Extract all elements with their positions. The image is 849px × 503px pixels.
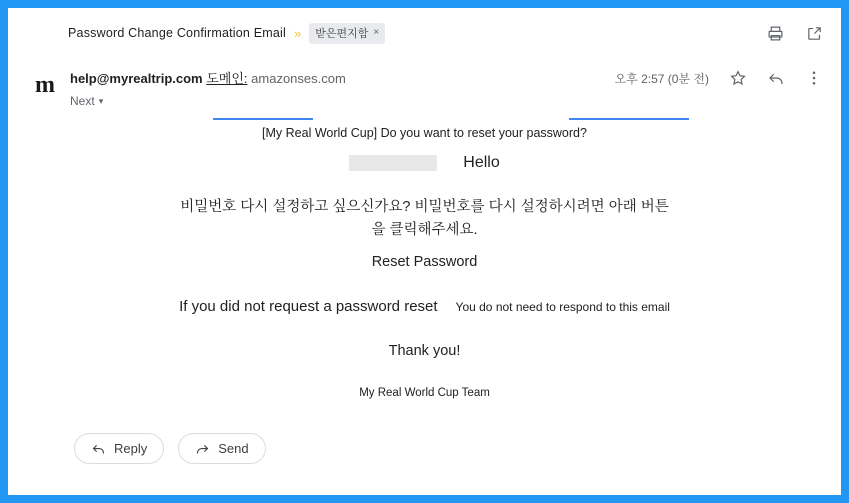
action-buttons [26, 433, 823, 464]
chevron-down-icon[interactable]: ▾ [98, 95, 104, 106]
avatar-letter: m [35, 71, 55, 98]
body-subject-line: [My Real World Cup] Do you want to reset your password? [262, 126, 587, 140]
redacted-field [349, 155, 437, 171]
send-button[interactable] [178, 433, 265, 464]
email-toolbar [8, 8, 841, 58]
open-in-new-icon[interactable] [806, 25, 823, 42]
star-icon[interactable] [729, 69, 747, 87]
sender-domain-value: amazonses.com [251, 71, 346, 86]
greeting-text: Hello [463, 154, 500, 171]
sender-email: help@myrealtrip.com [70, 71, 203, 86]
thanks-text: Thank you! [388, 343, 461, 360]
message-body [8, 114, 841, 464]
reply-button-label: Reply [114, 441, 148, 457]
avatar [26, 66, 64, 104]
forward-arrow-icon [195, 441, 210, 456]
greeting-row [26, 154, 823, 172]
reply-arrow-icon[interactable] [767, 69, 785, 87]
notice-sub-text: You do not need to respond to this email [455, 300, 670, 315]
reply-arrow-icon [91, 441, 106, 456]
label-chip-text: 받은편지함 [315, 27, 369, 40]
sender-address-line [70, 68, 346, 87]
expand-marker-icon[interactable]: » [294, 25, 302, 41]
notice-row [26, 298, 823, 315]
decorative-rules [26, 114, 823, 124]
more-vertical-icon[interactable] [805, 69, 823, 87]
team-signature: My Real World Cup Team [359, 387, 490, 400]
recipient-row[interactable] [70, 94, 346, 108]
message-timestamp: 오후 2:57 (0분 전) [614, 71, 709, 86]
label-chip-close-icon[interactable]: × [373, 27, 380, 38]
label-chip-inbox[interactable] [309, 23, 385, 44]
email-window [8, 8, 841, 495]
sender-info [70, 64, 346, 108]
email-subject: Password Change Confirmation Email [68, 26, 287, 40]
send-button-label: Send [218, 441, 249, 457]
toolbar-actions [767, 25, 823, 42]
reply-button[interactable] [74, 433, 164, 464]
korean-body-text: 비밀번호 다시 설정하고 싶으신가요? 비밀번호를 다시 설정하시려면 아래 버튼을 클릭해주세요. [180, 199, 669, 239]
subject-row [68, 23, 385, 44]
message-actions [615, 64, 823, 87]
reset-password-link[interactable]: Reset Password [371, 254, 478, 271]
recipient-label: Next [70, 94, 95, 108]
notice-main-text: If you did not request a password reset [179, 298, 438, 316]
rule-right [569, 118, 689, 120]
sender-row [8, 58, 841, 114]
rule-left [213, 118, 313, 120]
sender-domain-label: 도메인: [206, 71, 248, 86]
print-icon[interactable] [767, 25, 784, 42]
